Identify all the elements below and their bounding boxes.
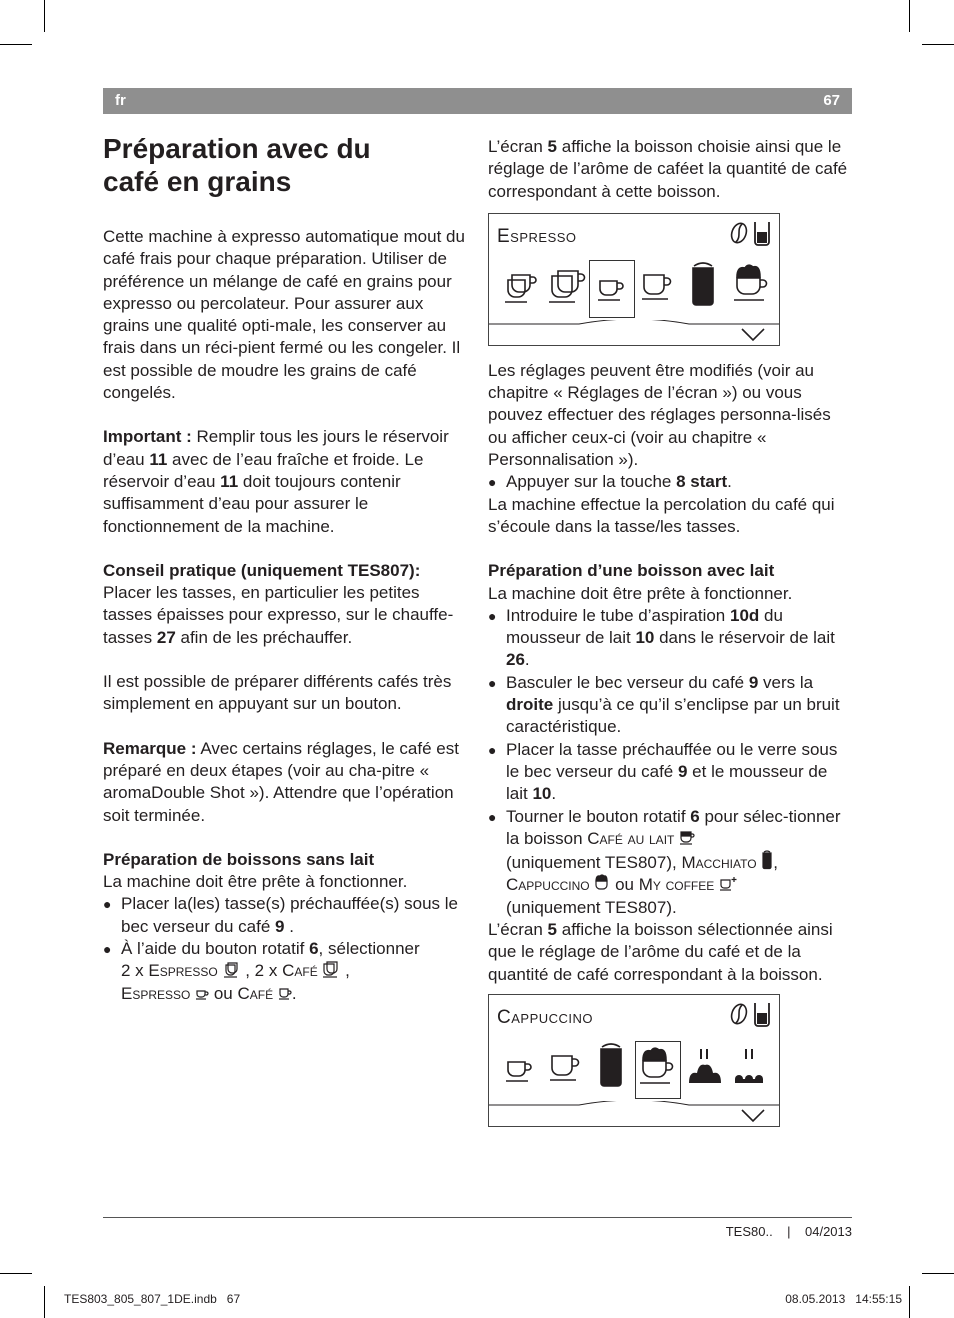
- intro-paragraph: Cette machine à expresso automatique mout du café frais pour chaque préparation. Utiliser de préférence un mélange de café en grains pour expresso ou percolateur. Pour assurer aux grains une qualité opti-male, les conserver au frais dans un réci-pient fermé ou les congeler. Il est possible de moudre les grains de café congelés.: [103, 227, 465, 403]
- screen-base-line: [489, 1101, 779, 1126]
- settings-paragraph: Les réglages peuvent être modifiés (voir au chapitre « Réglages de l’écran ») ou vous pouvez effectuer des réglages personna-lisés ou afficher ceux-ci (voir au chapitre « Personnalisation »).: [488, 360, 831, 470]
- nomilk-heading: Préparation de boissons sans lait: [103, 849, 375, 869]
- coffee-icon: [278, 987, 292, 1001]
- output-paragraph: L’écran 5 affiche la boisson sélectionnée ainsi que le réglage de l’arôme du café et de la quantité de café correspondant à la boisson.: [488, 920, 833, 984]
- cappuccino-icon: [639, 1047, 675, 1089]
- screen-drink-label: Cappuccino: [497, 1006, 594, 1028]
- crop-mark: [922, 1273, 954, 1274]
- cafe-au-lait-icon: [679, 830, 695, 846]
- crop-mark: [0, 1273, 32, 1274]
- buttons-paragraph: Il est possible de préparer différents cafés très simplement en appuyant sur un bouton.: [103, 672, 452, 714]
- left-column: [103, 132, 471, 1005]
- double-coffee-icon: [547, 269, 587, 307]
- macchiato-icon: [689, 262, 717, 308]
- date-label: 04/2013: [805, 1224, 852, 1239]
- list-item: ● Tourner le bouton rotatif 6 pour sélec-tionner la boisson Café au lait (uniquement TES807), Macchiato , Cappuccino ou My coffee (uniquement TES807).: [488, 806, 850, 919]
- footer-rule: [103, 1217, 852, 1218]
- coffee-icon: [641, 272, 675, 304]
- nomilk-ready: La machine doit être prête à fonctionner.: [103, 872, 408, 892]
- remark-paragraph: Remarque : Avec certains réglages, le café est préparé en deux étapes (voir au cha-pitre « aromaDouble Shot »). Attendre que l’opération soit terminée.: [103, 738, 459, 825]
- cappuccino-icon: [594, 874, 610, 892]
- coffee-bean-icon: [729, 221, 749, 245]
- double-coffee-icon: [322, 960, 340, 978]
- milk-froth-small-icon: [731, 1047, 767, 1087]
- my-coffee-icon: [719, 876, 737, 892]
- double-espresso-icon: [503, 272, 539, 306]
- macchiato-icon: [761, 850, 773, 870]
- crop-mark: [909, 0, 910, 32]
- chevron-down-icon: [741, 1109, 765, 1123]
- list-item: ● Placer la(les) tasse(s) préchauffée(s) sous le bec verseur du café 9 .: [103, 893, 471, 938]
- espresso-icon: [505, 1057, 535, 1085]
- espresso-icon: [597, 276, 627, 304]
- crop-mark: [909, 1286, 910, 1318]
- milk-heading: Préparation d’une boisson avec lait: [488, 561, 775, 581]
- page-header: [103, 88, 852, 114]
- crop-mark: [0, 44, 32, 45]
- chevron-down-icon: [741, 328, 765, 342]
- page-number: 67: [823, 92, 840, 109]
- model-label: TES80..: [725, 1224, 773, 1239]
- tip-heading: Conseil pratique (uniquement TES807):: [103, 560, 421, 580]
- list-item: ● À l’aide du bouton rotatif 6, sélectionner 2 x Espresso , 2 x Café , Espresso ou Café .: [103, 938, 471, 1005]
- coffee-bean-icon: [729, 1002, 749, 1026]
- macchiato-icon: [597, 1043, 625, 1089]
- important-paragraph: Important : Remplir tous les jours le réservoir d’eau 11 avec de l’eau fraîche et froide. Le réservoir d’eau 11 doit toujours contenir suffisamment d’eau pour assurer le fonctionnement de la machine.: [103, 427, 449, 536]
- display-screen-espresso: [488, 213, 780, 346]
- screen-drink-label: Espresso: [497, 225, 577, 247]
- print-slug-file: TES803_805_807_1DE.indb 67: [64, 1292, 241, 1306]
- footer-separator: |: [787, 1224, 791, 1239]
- screen-base-line: [489, 320, 779, 345]
- list-item: ● Basculer le bec verseur du café 9 vers la droite jusqu’à ce qu’il s’enclipse par un bruit caractéristique.: [488, 672, 850, 739]
- list-item: ● Appuyer sur la touche 8 start.: [488, 471, 850, 493]
- coffee-quantity-icon: [752, 1001, 772, 1029]
- milk-ready: La machine doit être prête à fonctionner.: [488, 583, 793, 603]
- tip-paragraph: Placer les tasses, en particulier les petites tasses épaisses pour expresso, sur le chauffe-tasses 27 afin de les préchauffer.: [103, 583, 454, 647]
- milk-froth-large-icon: [687, 1047, 723, 1087]
- crop-mark: [44, 1286, 45, 1318]
- page-footer: [726, 1224, 852, 1239]
- espresso-icon: [195, 987, 209, 1001]
- screen-intro: L’écran 5 affiche la boisson choisie ainsi que le réglage de l’arôme de caféet la quantité de café correspondant à cette boisson.: [488, 137, 848, 201]
- cappuccino-icon: [733, 264, 769, 306]
- double-espresso-icon: [223, 960, 241, 978]
- list-item: ● Introduire le tube d’aspiration 10d du mousseur de lait 10 dans le réservoir de lait 26.: [488, 605, 850, 672]
- print-slug-stamp: 08.05.2013 14:55:15: [785, 1292, 902, 1306]
- list-item: ● Placer la tasse préchauffée ou le verre sous le bec verseur du café 9 et le mousseur de lait 10.: [488, 739, 850, 806]
- language-label: fr: [115, 92, 126, 109]
- crop-mark: [44, 0, 45, 32]
- coffee-icon: [549, 1053, 583, 1085]
- right-column: [488, 136, 850, 1141]
- percolation-paragraph: La machine effectue la percolation du café qui s’écoule dans la tasse/les tasses.: [488, 494, 835, 536]
- display-screen-cappuccino: [488, 994, 780, 1127]
- crop-mark: [922, 44, 954, 45]
- page-title: Préparation avec du café en grains: [103, 133, 371, 197]
- coffee-quantity-icon: [752, 220, 772, 248]
